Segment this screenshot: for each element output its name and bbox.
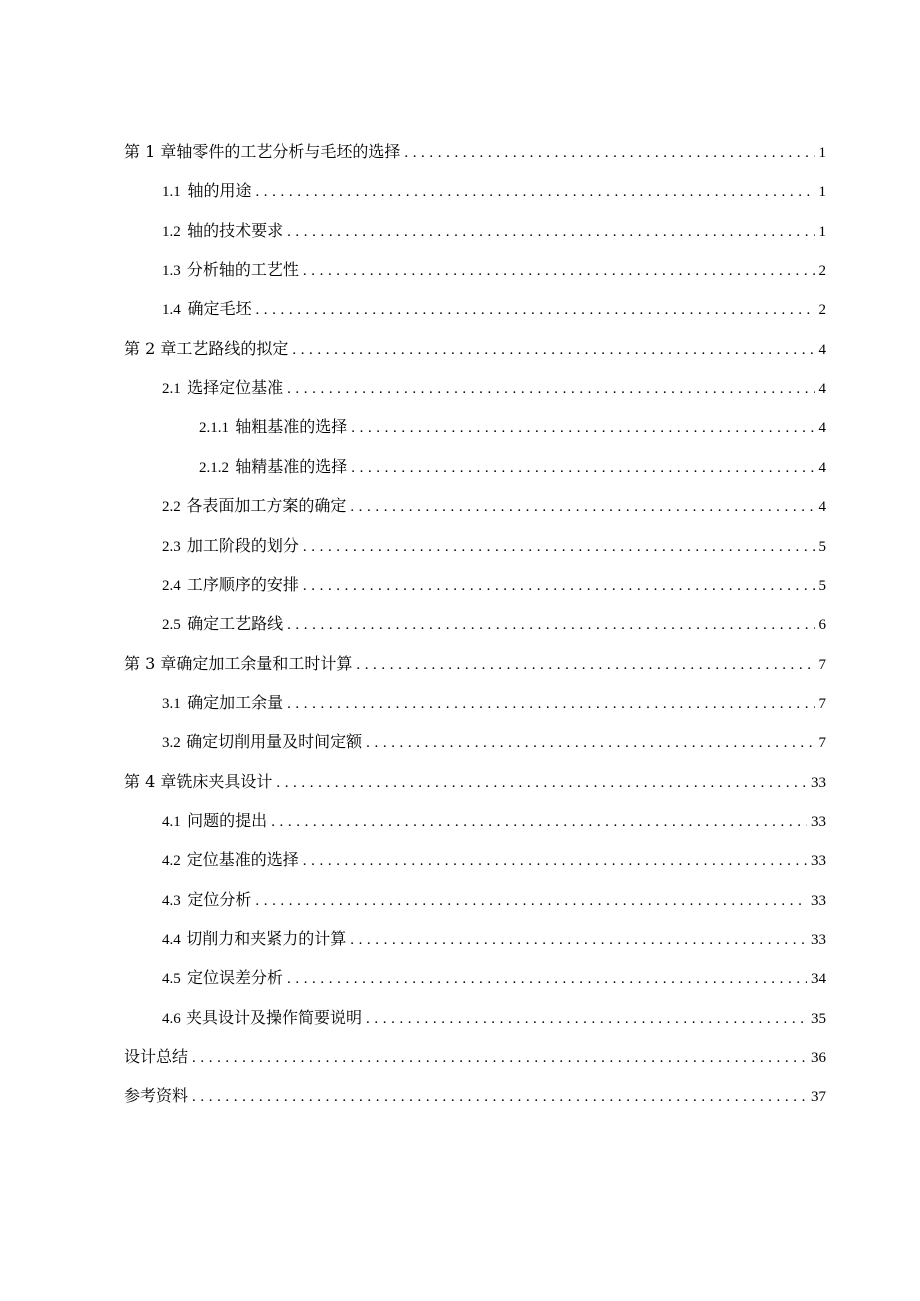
toc-dot-leader <box>303 575 815 597</box>
toc-entry-title: 第 4 章铣床夹具设计 <box>124 772 273 791</box>
toc-dot-leader <box>255 299 814 321</box>
toc-entry-page-number: 1 <box>818 224 826 240</box>
toc-dot-leader <box>271 811 807 833</box>
toc-entry-title: 切削力和夹紧力的计算 <box>186 929 347 948</box>
toc-dot-leader <box>303 260 815 282</box>
toc-entry-page-number: 4 <box>818 499 826 515</box>
toc-entry-number: 4.4 <box>162 932 181 948</box>
toc-entry-title: 分析轴的工艺性 <box>186 260 299 279</box>
toc-entry-number: 2.4 <box>162 578 181 594</box>
toc-entry[interactable] <box>162 298 826 320</box>
toc-dot-leader <box>350 929 807 951</box>
toc-entry-number: 4.2 <box>162 853 181 869</box>
toc-dot-leader <box>303 536 815 558</box>
toc-dot-leader <box>287 968 807 990</box>
toc-dot-leader <box>366 732 814 754</box>
toc-entry[interactable] <box>162 928 826 950</box>
toc-entry-title: 定位基准的选择 <box>186 850 299 869</box>
toc-entry-page-number: 7 <box>818 696 826 712</box>
toc-entry[interactable] <box>162 259 826 281</box>
toc-entry[interactable] <box>199 416 826 438</box>
toc-entry-page-number: 33 <box>811 814 826 830</box>
toc-entry-title: 问题的提出 <box>187 811 268 830</box>
toc-entry-title: 定位误差分析 <box>186 968 283 987</box>
toc-entry-number: 1.4 <box>162 302 181 318</box>
toc-entry-page-number: 7 <box>818 735 826 751</box>
toc-entry[interactable] <box>162 967 826 989</box>
toc-entry-page-number: 5 <box>818 578 826 594</box>
toc-dot-leader <box>351 417 814 439</box>
toc-dot-leader <box>351 457 814 479</box>
toc-entry[interactable] <box>162 377 826 399</box>
toc-dot-leader <box>287 614 814 636</box>
toc-entry-page-number: 33 <box>811 893 826 909</box>
toc-entry-page-number: 4 <box>818 460 826 476</box>
toc-entry[interactable] <box>162 1007 826 1029</box>
toc-entry-title: 夹具设计及操作简要说明 <box>186 1008 363 1027</box>
toc-entry-page-number: 4 <box>818 381 826 397</box>
toc-dot-leader <box>276 772 807 794</box>
toc-dot-leader <box>255 890 807 912</box>
toc-entry[interactable] <box>124 141 826 163</box>
toc-entry-title: 各表面加工方案的确定 <box>186 496 347 515</box>
toc-entry-page-number: 33 <box>811 775 826 791</box>
toc-entry-title: 确定切削用量及时间定额 <box>186 732 363 751</box>
toc-entry-page-number: 1 <box>818 184 826 200</box>
toc-entry-title: 加工阶段的划分 <box>186 536 299 555</box>
toc-entry-number: 4.5 <box>162 971 181 987</box>
toc-entry-title: 确定工艺路线 <box>187 614 284 633</box>
toc-entry[interactable] <box>124 771 826 793</box>
toc-entry-title: 轴的技术要求 <box>187 221 284 240</box>
toc-entry[interactable] <box>162 692 826 714</box>
toc-entry-number: 4.1 <box>162 814 181 830</box>
toc-entry-number: 1.3 <box>162 263 181 279</box>
toc-entry-number: 2.2 <box>162 499 181 515</box>
toc-entry[interactable] <box>162 535 826 557</box>
toc-entry[interactable] <box>162 613 826 635</box>
toc-dot-leader <box>292 339 814 361</box>
toc-entry-page-number: 2 <box>818 302 826 318</box>
toc-entry-page-number: 5 <box>818 539 826 555</box>
toc-entry-title: 定位分析 <box>187 890 252 909</box>
toc-entry[interactable] <box>124 1085 826 1107</box>
toc-dot-leader <box>366 1008 807 1030</box>
toc-entry-title: 确定毛坯 <box>187 299 252 318</box>
toc-entry[interactable] <box>162 731 826 753</box>
toc-dot-leader <box>303 850 807 872</box>
toc-entry-title: 确定加工余量 <box>187 693 284 712</box>
toc-entry-title: 轴的用途 <box>187 181 252 200</box>
toc-entry-title: 第 1 章轴零件的工艺分析与毛坯的选择 <box>124 142 401 161</box>
toc-dot-leader <box>404 142 814 164</box>
toc-entry-number: 2.1.1 <box>199 420 229 436</box>
toc-dot-leader <box>287 378 814 400</box>
toc-entry-page-number: 4 <box>818 342 826 358</box>
toc-dot-leader <box>192 1047 807 1069</box>
toc-entry-page-number: 36 <box>811 1050 826 1066</box>
toc-entry-page-number: 33 <box>811 853 826 869</box>
toc-entry-page-number: 1 <box>818 145 826 161</box>
toc-entry-page-number: 35 <box>811 1011 826 1027</box>
toc-entry-page-number: 37 <box>811 1089 826 1105</box>
toc-entry-page-number: 6 <box>818 617 826 633</box>
toc-entry[interactable] <box>162 574 826 596</box>
toc-entry[interactable] <box>162 180 826 202</box>
toc-entry-number: 2.5 <box>162 617 181 633</box>
toc-entry-number: 2.1.2 <box>199 460 229 476</box>
toc-entry-page-number: 2 <box>818 263 826 279</box>
toc-dot-leader <box>287 693 814 715</box>
toc-entry[interactable] <box>162 810 826 832</box>
toc-entry-page-number: 4 <box>818 420 826 436</box>
toc-entry-page-number: 33 <box>811 932 826 948</box>
toc-entry-title: 轴粗基准的选择 <box>235 417 348 436</box>
toc-entry[interactable] <box>124 338 826 360</box>
toc-dot-leader <box>350 496 814 518</box>
toc-entry-page-number: 34 <box>811 971 826 987</box>
toc-entry[interactable] <box>162 220 826 242</box>
toc-entry-number: 2.3 <box>162 539 181 555</box>
toc-entry[interactable] <box>162 849 826 871</box>
toc-dot-leader <box>255 181 814 203</box>
toc-entry-number: 1.2 <box>162 224 181 240</box>
toc-entry-title: 设计总结 <box>124 1047 189 1066</box>
toc-entry-title: 参考资料 <box>124 1086 189 1105</box>
toc-entry-number: 2.1 <box>162 381 181 397</box>
toc-entry-title: 轴精基准的选择 <box>235 457 348 476</box>
toc-entry-title: 第 2 章工艺路线的拟定 <box>124 339 289 358</box>
toc-entry-number: 3.1 <box>162 696 181 712</box>
toc-entry-title: 选择定位基准 <box>187 378 284 397</box>
toc-dot-leader <box>356 654 814 676</box>
toc-entry[interactable] <box>199 456 826 478</box>
toc-entry-number: 4.3 <box>162 893 181 909</box>
toc-entry[interactable] <box>124 1046 826 1068</box>
toc-entry-title: 第 3 章确定加工余量和工时计算 <box>124 654 353 673</box>
toc-entry[interactable] <box>162 889 826 911</box>
toc-entry-title: 工序顺序的安排 <box>186 575 299 594</box>
toc-dot-leader <box>192 1086 807 1108</box>
toc-entry-number: 3.2 <box>162 735 181 751</box>
toc-entry-page-number: 7 <box>818 657 826 673</box>
toc-entry[interactable] <box>124 653 826 675</box>
toc-entry-number: 1.1 <box>162 184 181 200</box>
toc-entry-number: 4.6 <box>162 1011 181 1027</box>
toc-dot-leader <box>287 221 814 243</box>
toc-entry[interactable] <box>162 495 826 517</box>
